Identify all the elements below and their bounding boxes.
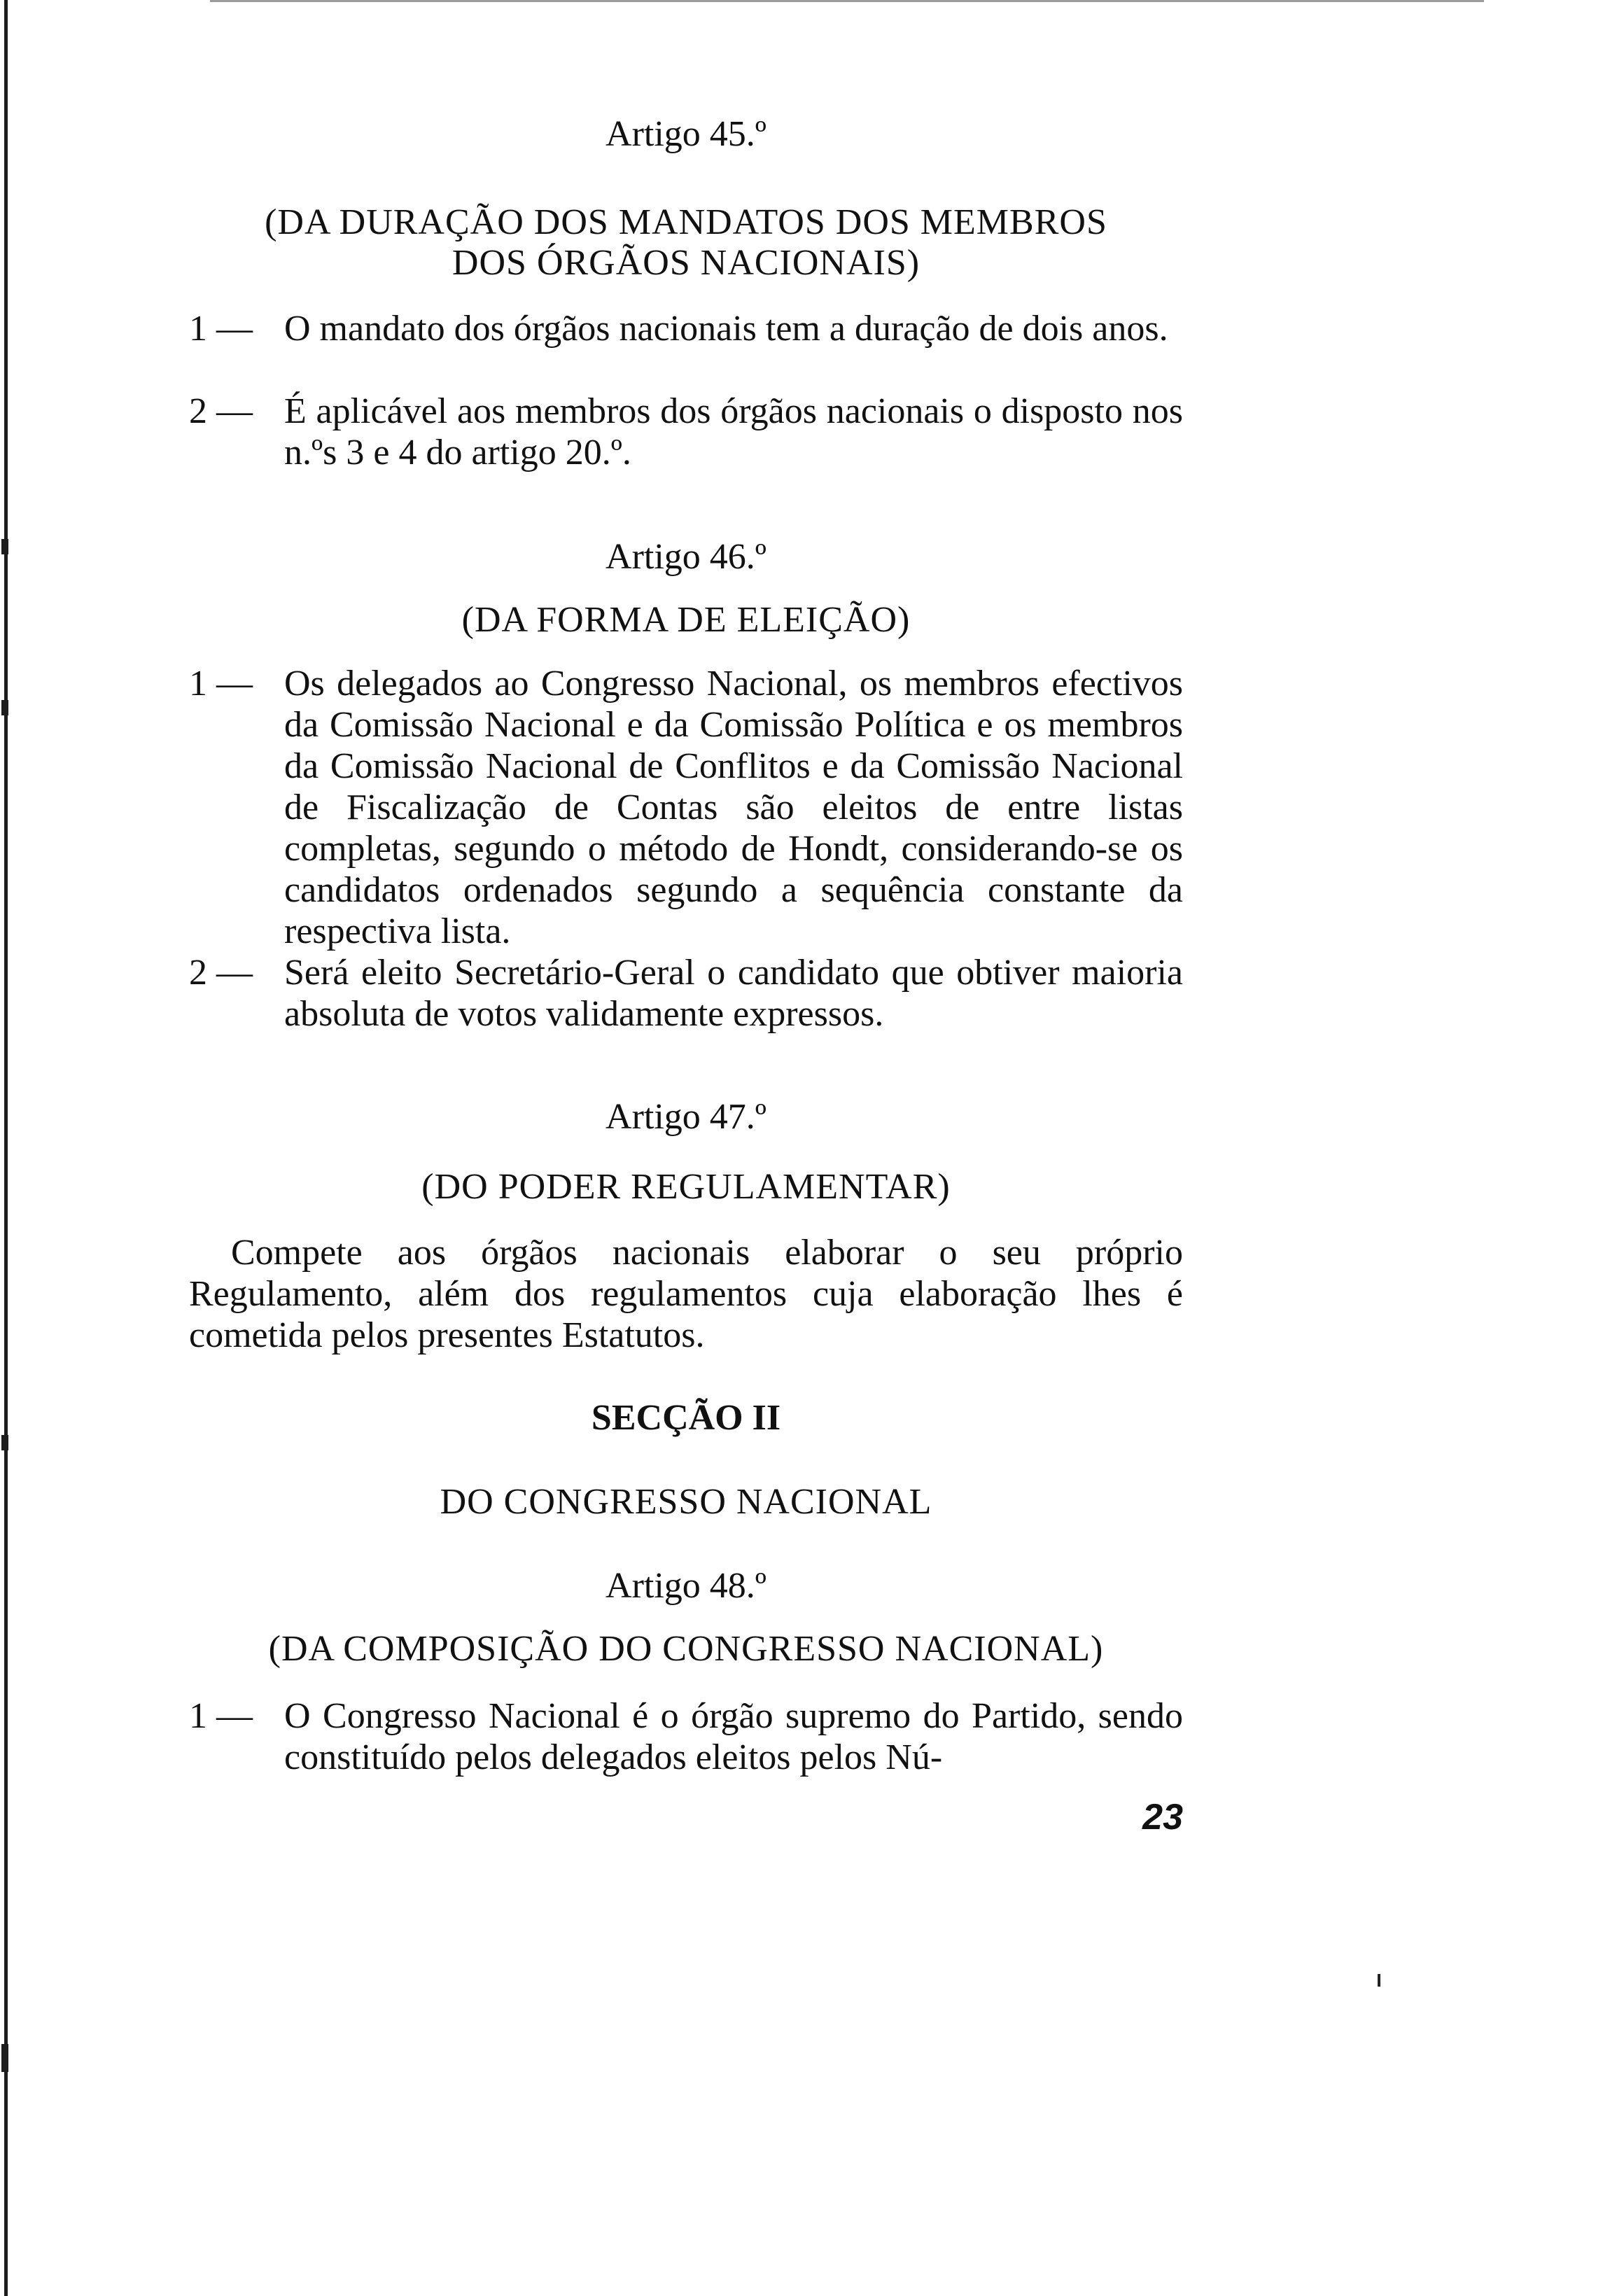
article-46-item-2 (189, 952, 1183, 1035)
article-47-paragraph: Compete aos órgãos nacionais elaborar o seu próprio Regulamento, além dos regulamentos cuja elaboração lhes é cometida pelos presentes Estatutos. (189, 1233, 1183, 1355)
item-number: 1 — (189, 664, 253, 704)
item-text: O mandato dos órgãos nacionais tem a duração de dois anos. (284, 309, 1168, 349)
item-text: Os delegados ao Congresso Nacional, os membros efectivos da Comissão Nacional e da Comissão Política e os membros da Comissão Nacional de Conflitos e da Comissão Nacional de Fiscalização de Contas são eleitos de entre listas completas, segundo o método de Hondt, considerando-se os candidatos ordenados segundo a sequência constante da respectiva lista. (284, 664, 1183, 951)
item-text: O Congresso Nacional é o órgão supremo do Partido, sendo constituído pelos delegados eleitos pelos Nú- (284, 1696, 1183, 1777)
item-text: É aplicável aos membros dos órgãos nacionais o disposto nos n.ºs 3 e 4 do artigo 20.º. (284, 391, 1183, 472)
top-scan-rule (210, 0, 1484, 2)
article-46-item-1 (189, 663, 1183, 952)
article-48-item-1 (189, 1695, 1183, 1778)
item-number: 2 — (189, 391, 253, 431)
page-edge-mark (1, 1435, 8, 1450)
article-48-title: (DA COMPOSIÇÃO DO CONGRESSO NACIONAL) (268, 1629, 1104, 1669)
article-45-heading: Artigo 45.º (606, 114, 766, 154)
item-text: Será eleito Secretário-Geral o candidato que obtiver maioria absoluta de votos validamente expressos. (284, 953, 1183, 1034)
stray-mark (1378, 1974, 1380, 1987)
article-45-item-1 (189, 308, 1183, 349)
article-45-title-line-1: (DA DURAÇÃO DOS MANDATOS DOS MEMBROS (265, 202, 1107, 242)
item-number: 1 — (189, 309, 253, 349)
article-45-item-2 (189, 391, 1183, 473)
page-number: 23 (1142, 1797, 1183, 1837)
item-number: 1 — (189, 1696, 253, 1736)
section-heading: SECÇÃO II (591, 1398, 781, 1438)
article-47-heading: Artigo 47.º (606, 1097, 766, 1137)
article-45-title-line-2: DOS ÓRGÃOS NACIONAIS) (451, 243, 920, 283)
page-edge-mark (1, 2044, 8, 2072)
article-46-heading: Artigo 46.º (606, 537, 766, 577)
section-subtitle: DO CONGRESSO NACIONAL (440, 1482, 932, 1522)
article-47-title: (DO PODER REGULAMENTAR) (421, 1167, 951, 1207)
article-48-heading: Artigo 48.º (606, 1566, 766, 1606)
page-edge-line (4, 0, 8, 2296)
page-edge-mark (1, 700, 8, 715)
item-number: 2 — (189, 953, 253, 993)
page-edge-mark (1, 539, 8, 554)
article-46-title: (DA FORMA DE ELEIÇÃO) (461, 600, 911, 640)
